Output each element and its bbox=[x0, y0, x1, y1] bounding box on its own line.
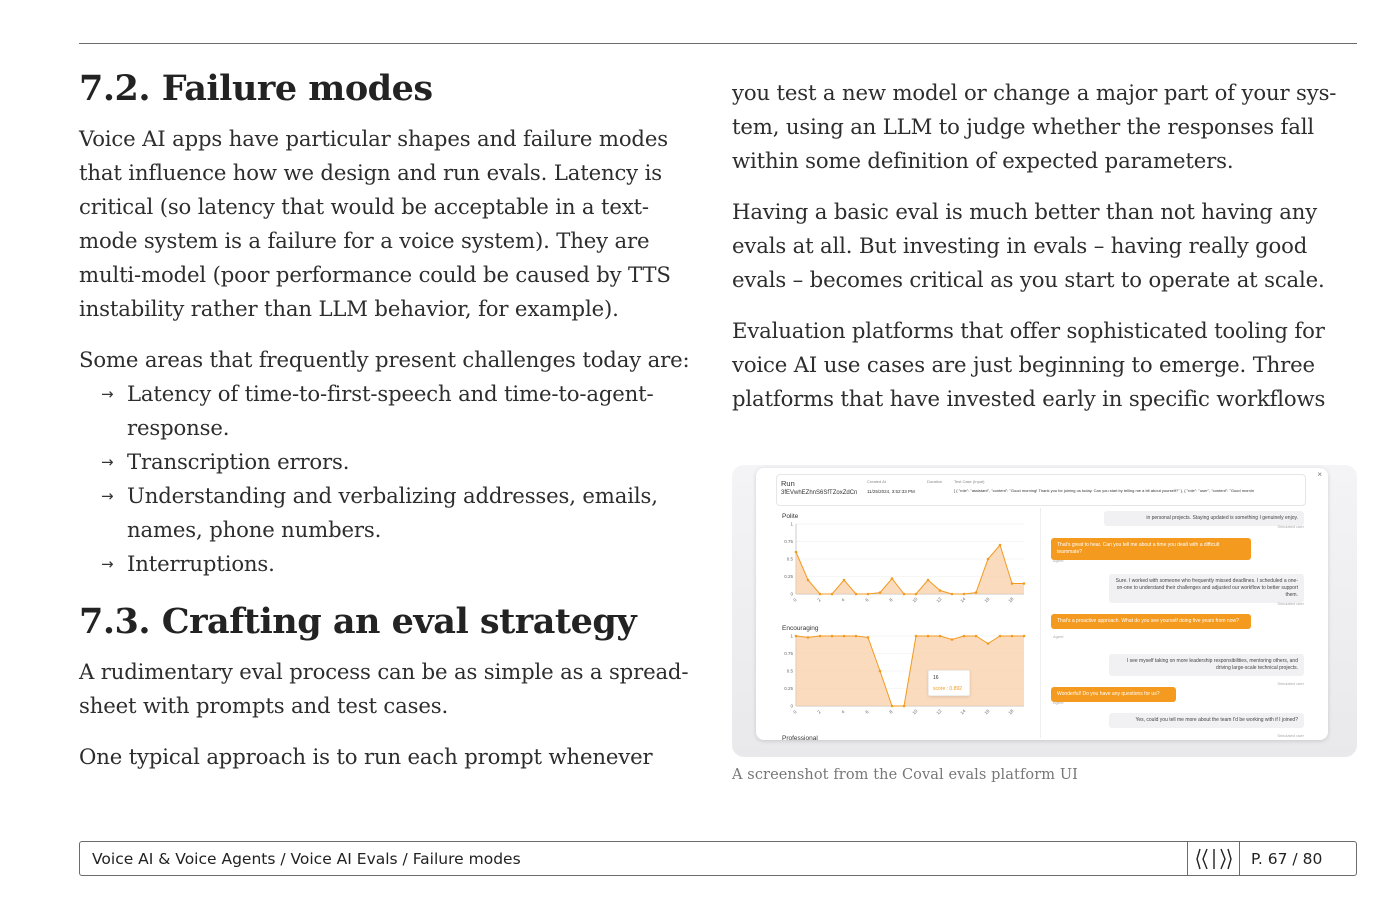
data-point bbox=[1023, 635, 1026, 638]
data-point bbox=[975, 635, 978, 638]
y-tick-label: 0.25 bbox=[784, 686, 793, 691]
bullet-list bbox=[79, 377, 704, 581]
tooltip-x: 16 bbox=[933, 675, 939, 681]
x-tick-label: 10 bbox=[911, 708, 919, 716]
chart-label-encouraging: Encouraging bbox=[782, 625, 819, 632]
data-point bbox=[999, 635, 1002, 638]
paragraph: One typical approach is to run each prompt whenever bbox=[79, 744, 653, 769]
data-point bbox=[951, 638, 954, 641]
coval-screenshot-figure bbox=[732, 465, 1357, 757]
x-tick-label: 12 bbox=[935, 596, 943, 604]
data-point bbox=[819, 593, 822, 596]
data-point bbox=[855, 635, 858, 638]
x-tick-label: 16 bbox=[983, 708, 991, 716]
data-point bbox=[987, 642, 990, 645]
x-tick-label: 18 bbox=[1007, 708, 1015, 716]
paragraph: Voice AI apps have particular shapes and failure modes that influence how we design and run evals. Latency is critical (so latency that would be acceptable in a text-mode system is a failure for a voice system). They are multi-model (poor performance could be caused by TTS instability rather than LLM behavior, for example). bbox=[79, 126, 671, 321]
agent-message: That's great to hear. Can you tell me about a time you dealt with a difficult teammate? bbox=[1051, 538, 1251, 560]
x-tick-label: 0 bbox=[792, 597, 798, 603]
data-point bbox=[927, 635, 930, 638]
agent-message: Wonderful! Do you have any questions for us? bbox=[1051, 687, 1176, 702]
paragraph: Evaluation platforms that offer sophisticated tooling for voice AI use cases are just beginning to emerge. Three platforms that have invested early in specific workflows bbox=[732, 318, 1326, 411]
page-number: P. 67 / 80 bbox=[1251, 850, 1323, 868]
top-rule bbox=[79, 43, 1357, 44]
data-point bbox=[963, 593, 966, 596]
data-point bbox=[831, 593, 834, 596]
run-id: 3fEVwhEZhnS6SfTZoxZdCn bbox=[781, 490, 858, 496]
y-tick-label: 0.75 bbox=[784, 539, 793, 544]
heading-failure-modes: 7.2. Failure modes bbox=[79, 68, 433, 109]
data-point bbox=[891, 705, 894, 708]
data-point bbox=[891, 577, 894, 580]
data-point bbox=[867, 593, 870, 596]
testcase-value: [ { "role": "assistant", "content": "Good morning! Thank you for joining us today. Can you start by telling me a bit about yourself?" }, { "role": "user", "content": "Good mornin bbox=[954, 488, 1254, 493]
data-point bbox=[939, 589, 942, 592]
chart-label-polite: Polite bbox=[782, 513, 799, 520]
y-tick-label: 1 bbox=[790, 521, 793, 527]
data-point bbox=[939, 635, 942, 638]
message-sender-label: Simulated user bbox=[1277, 524, 1304, 529]
data-point bbox=[855, 593, 858, 596]
user-message: I see myself taking on more leadership responsibilities, mentoring others, and driving large-scale technical projects. bbox=[1109, 654, 1304, 676]
message-sender-label: Simulated user bbox=[1277, 681, 1304, 686]
data-point bbox=[999, 544, 1002, 547]
data-point bbox=[987, 558, 990, 561]
data-point bbox=[1011, 635, 1014, 638]
message-sender-label: Agent bbox=[1053, 558, 1064, 563]
data-point bbox=[903, 705, 906, 708]
brackets-logo-icon bbox=[1194, 847, 1234, 871]
agent-message: That's a proactive approach. What do you see yourself doing five years from now? bbox=[1051, 614, 1251, 629]
chart-tooltip bbox=[928, 670, 970, 696]
message-sender-label: Agent bbox=[1053, 634, 1064, 639]
x-tick-label: 0 bbox=[792, 709, 798, 715]
created-label: Created At bbox=[867, 479, 886, 484]
arrow-right-icon: → bbox=[101, 487, 114, 505]
y-tick-label: 1 bbox=[790, 633, 793, 639]
data-point bbox=[879, 670, 882, 673]
data-point bbox=[807, 636, 810, 639]
arrow-right-icon: → bbox=[101, 453, 114, 471]
arrow-right-icon: → bbox=[101, 555, 114, 573]
close-icon[interactable]: × bbox=[1317, 470, 1322, 479]
figure-caption: A screenshot from the Coval evals platform UI bbox=[732, 767, 1079, 783]
x-tick-label: 2 bbox=[816, 709, 822, 715]
duration-label: Duration bbox=[927, 479, 943, 484]
list-item: → Interruptions. bbox=[79, 547, 704, 581]
x-tick-label: 14 bbox=[959, 708, 967, 716]
x-tick-label: 12 bbox=[935, 708, 943, 716]
data-point bbox=[819, 635, 822, 638]
breadcrumb: Voice AI & Voice Agents / Voice AI Evals / Failure modes bbox=[92, 850, 521, 868]
data-point bbox=[927, 579, 930, 582]
list-item: → Transcription errors. bbox=[79, 445, 704, 479]
tooltip-score: score : 0.892 bbox=[933, 686, 962, 692]
list-item: → Understanding and verbalizing addresses, emails, names, phone numbers. bbox=[79, 479, 704, 547]
data-point bbox=[795, 551, 798, 554]
x-tick-label: 14 bbox=[959, 596, 967, 604]
x-tick-label: 4 bbox=[840, 709, 846, 715]
score-charts bbox=[756, 468, 1040, 740]
x-tick-label: 18 bbox=[1007, 596, 1015, 604]
data-point bbox=[963, 635, 966, 638]
message-sender-label: Agent bbox=[1053, 700, 1064, 705]
y-tick-label: 0.75 bbox=[784, 651, 793, 656]
run-label: Run bbox=[781, 479, 795, 488]
x-tick-label: 2 bbox=[816, 597, 822, 603]
user-message: in personal projects. Staying updated is something I genuinely enjoy. bbox=[1104, 511, 1304, 526]
left-column bbox=[79, 62, 704, 791]
data-point bbox=[867, 636, 870, 639]
y-tick-label: 0.5 bbox=[786, 556, 793, 562]
transcript-panel bbox=[1040, 508, 1318, 738]
data-point bbox=[1023, 582, 1026, 585]
data-point bbox=[975, 591, 978, 594]
x-tick-label: 10 bbox=[911, 596, 919, 604]
x-tick-label: 16 bbox=[983, 596, 991, 604]
x-tick-label: 8 bbox=[888, 709, 894, 715]
y-tick-label: 0.5 bbox=[786, 668, 793, 674]
footer-bar bbox=[79, 841, 1357, 876]
data-point bbox=[915, 635, 918, 638]
data-point bbox=[903, 593, 906, 596]
right-column bbox=[732, 76, 1357, 433]
user-message: Yes, could you tell me more about the team I'd be working with if I joined? bbox=[1109, 713, 1304, 728]
arrow-right-icon: → bbox=[101, 385, 114, 403]
y-tick-label: 0 bbox=[790, 591, 793, 597]
data-point bbox=[807, 579, 810, 582]
data-point bbox=[795, 635, 798, 638]
created-value: 11/25/2024, 3:52:33 PM bbox=[867, 489, 915, 494]
data-point bbox=[843, 579, 846, 582]
x-tick-label: 4 bbox=[840, 597, 846, 603]
brand-logo bbox=[1187, 842, 1240, 875]
eval-run-panel bbox=[756, 468, 1328, 740]
data-point bbox=[951, 593, 954, 596]
message-sender-label: Simulated user bbox=[1277, 733, 1304, 738]
x-tick-label: 6 bbox=[864, 597, 870, 603]
paragraph: Some areas that frequently present challenges today are: bbox=[79, 347, 690, 372]
data-point bbox=[831, 635, 834, 638]
paragraph: you test a new model or change a major part of your sys-tem, using an LLM to judge whether the responses fall within some definition of expected parameters. bbox=[732, 80, 1337, 173]
x-tick-label: 8 bbox=[888, 597, 894, 603]
data-point bbox=[843, 635, 846, 638]
series-area bbox=[796, 545, 1024, 594]
data-point bbox=[1011, 582, 1014, 585]
y-tick-label: 0.25 bbox=[784, 574, 793, 579]
paragraph: Having a basic eval is much better than not having any evals at all. But investing in evals – having really good evals – becomes critical as you start to operate at scale. bbox=[732, 199, 1325, 292]
testcase-label: Test Case (Input) bbox=[954, 479, 985, 484]
data-point bbox=[915, 593, 918, 596]
paragraph: A rudimentary eval process can be as simple as a spread-sheet with prompts and test cases. bbox=[79, 659, 689, 718]
user-message: Sure. I worked with someone who frequently missed deadlines. I scheduled a one-on-one to understand their challenges and adjusted our workflow to better support them. bbox=[1109, 574, 1304, 603]
x-tick-label: 6 bbox=[864, 709, 870, 715]
data-point bbox=[879, 591, 882, 594]
y-tick-label: 0 bbox=[790, 703, 793, 709]
list-item: → Latency of time-to-first-speech and time-to-agent-response. bbox=[79, 377, 704, 445]
chart-label-professional: Professional bbox=[782, 735, 818, 740]
message-sender-label: Simulated user bbox=[1277, 601, 1304, 606]
heading-crafting-eval-strategy: 7.3. Crafting an eval strategy bbox=[79, 601, 637, 642]
